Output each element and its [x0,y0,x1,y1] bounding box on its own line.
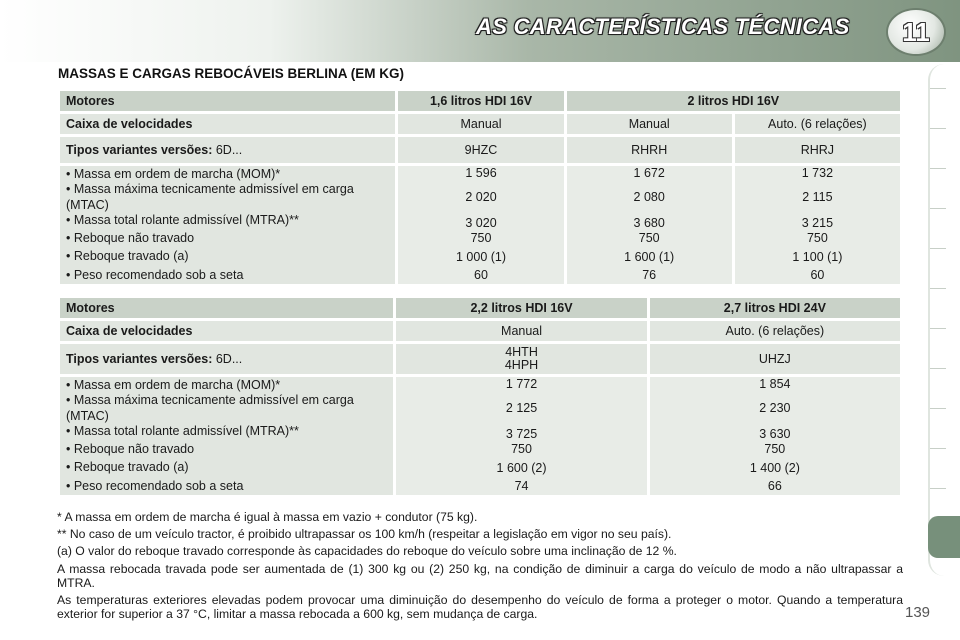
mass-values-col [650,377,900,495]
gearbox-row [60,321,900,341]
mass-value: 2 115 [802,189,833,204]
gearbox-label: Caixa de velocidades [60,114,395,134]
spec-table-2 [57,295,903,498]
footnote: ** No caso de um veículo tractor, é proibido ultrapassar os 100 km/h (respeitar a legislação em vigor no seu país). [57,527,672,542]
mass-value: 1 000 (1) [455,249,507,264]
variant-row [60,137,900,163]
gearbox-value: Auto. (6 relações) [650,321,900,341]
mass-value: 2 080 [633,189,665,204]
engine-name: 1,6 litros HDI 16V [398,91,563,111]
variant-label-text: Tipos variantes versões: [66,143,213,157]
mass-values-row [60,377,900,495]
mass-value: 66 [767,479,782,493]
mass-value: 3 630 [759,426,791,441]
variant-suffix: 6D... [215,352,243,366]
mass-label: • Massa em ordem de marcha (MOM)* [66,166,281,181]
gearbox-value: Manual [398,114,563,134]
side-tick [930,208,946,209]
mass-values-col [398,166,563,284]
side-tick [930,328,946,329]
engine-name: 2,2 litros HDI 16V [396,298,646,318]
variant-code: 9HZC [398,137,563,163]
mass-label: • Massa em ordem de marcha (MOM)* [66,377,281,392]
mass-values-row [60,166,900,284]
variant-code [396,344,646,374]
footnote: * A massa em ordem de marcha é igual à massa em vazio + condutor (75 kg). [57,510,478,524]
footnote: As temperaturas exteriores elevadas podem provocar uma diminuição do desempenho do veículo de forma a proteger o motor. Quando a temperatura exterior for superior a 37 °C, limitar a massa rebocada a 600 kg, sem mudança de carga. [57,593,903,622]
mass-value: 3 725 [505,426,538,441]
mass-values-col [735,166,900,284]
mass-values-col [567,166,732,284]
mass-value: 74 [514,479,529,493]
mass-label: • Peso recomendado sob a seta [66,267,244,282]
mass-value: 1 100 (1) [792,249,843,264]
variant-code: RHRH [567,137,732,163]
motores-label: Motores [60,298,393,318]
variant-label-text: Tipos variantes versões: [66,352,213,366]
mass-value: 1 732 [801,166,834,180]
variant-code-line: 4HTH [505,345,538,359]
gearbox-value: Auto. (6 relações) [735,114,900,134]
mass-value: 750 [764,442,786,456]
mass-labels [60,377,393,495]
side-tick [930,168,946,169]
page-number: 139 [905,604,931,621]
mass-value: 750 [638,231,660,245]
mass-label: • Massa total rolante admissível (MTRA)** [66,213,299,227]
mass-label: • Peso recomendado sob a seta [66,478,244,493]
mass-label: • Massa máxima tecnicamente admissível em carga (MTAC) [66,393,354,423]
side-tick [930,488,946,489]
side-tick [930,248,946,249]
mass-value: 2 125 [505,400,538,415]
mass-label: • Reboque não travado [66,441,195,456]
side-tick [930,448,946,449]
side-tick [930,128,946,129]
footnote: A massa rebocada travada pode ser aumentada de (1) 300 kg ou (2) 250 kg, na condição de diminuir a carga do veículo de modo a não ultrapassar a MTRA. [57,561,903,590]
mass-value: 3 020 [465,215,497,230]
mass-value: 750 [470,231,492,245]
mass-value: 2 230 [759,400,791,415]
section-title: MASSAS E CARGAS REBOCÁVEIS BERLINA (EM KG) [58,66,405,81]
mass-label: • Massa total rolante admissível (MTRA)** [66,424,299,438]
page-title: AS CARACTERÍSTICAS TÉCNICAS [476,14,850,39]
mass-values-col [396,377,646,495]
mass-label: • Massa máxima tecnicamente admissível em carga (MTAC) [66,182,354,212]
side-tick [930,408,946,409]
mass-value: 1 772 [505,377,538,391]
mass-value: 1 600 (1) [624,249,675,264]
chapter-side-tab[interactable] [928,516,960,558]
engine-name: 2,7 litros HDI 24V [650,298,900,318]
mass-value: 1 596 [465,166,497,180]
mass-value: 2 020 [465,189,497,204]
variant-code: UHZJ [650,344,900,374]
engine-name: 2 litros HDI 16V [567,91,900,111]
variant-code-line: 4HPH [504,358,539,372]
mass-value: 76 [642,268,657,282]
mass-label: • Reboque não travado [66,230,195,245]
mass-value: 3 215 [801,215,834,230]
variant-code: RHRJ [735,137,900,163]
mass-label: • Reboque travado (a) [66,249,189,263]
gearbox-label: Caixa de velocidades [60,321,393,341]
table-header-row [60,91,900,111]
chapter-badge: 11 [886,8,946,56]
mass-value: 1 854 [759,377,791,391]
variant-label [60,137,395,163]
motores-label: Motores [60,91,395,111]
mass-value: 3 680 [633,215,665,230]
side-tick [930,88,946,89]
side-tick [930,288,946,289]
mass-value: 60 [474,268,488,282]
side-rail [928,64,960,576]
mass-value: 1 600 (2) [496,460,547,475]
side-tick [930,368,946,369]
footnotes [57,510,903,624]
mass-value: 1 400 (2) [749,460,800,475]
mass-label: • Reboque travado (a) [66,460,189,474]
gearbox-row [60,114,900,134]
footnote: (a) O valor do reboque travado corresponde às capacidades do reboque do veículo sobre uma inclinação de 12 %. [57,544,677,559]
mass-value: 1 672 [633,166,665,180]
variant-suffix: 6D... [215,143,243,157]
mass-labels [60,166,395,284]
variant-label [60,344,393,374]
table-header-row [60,298,900,318]
mass-value: 750 [511,442,532,456]
spec-table-1 [57,88,903,287]
gearbox-value: Manual [396,321,646,341]
mass-value: 750 [806,231,828,245]
gearbox-value: Manual [567,114,732,134]
mass-value: 60 [810,268,825,282]
variant-row [60,344,900,374]
